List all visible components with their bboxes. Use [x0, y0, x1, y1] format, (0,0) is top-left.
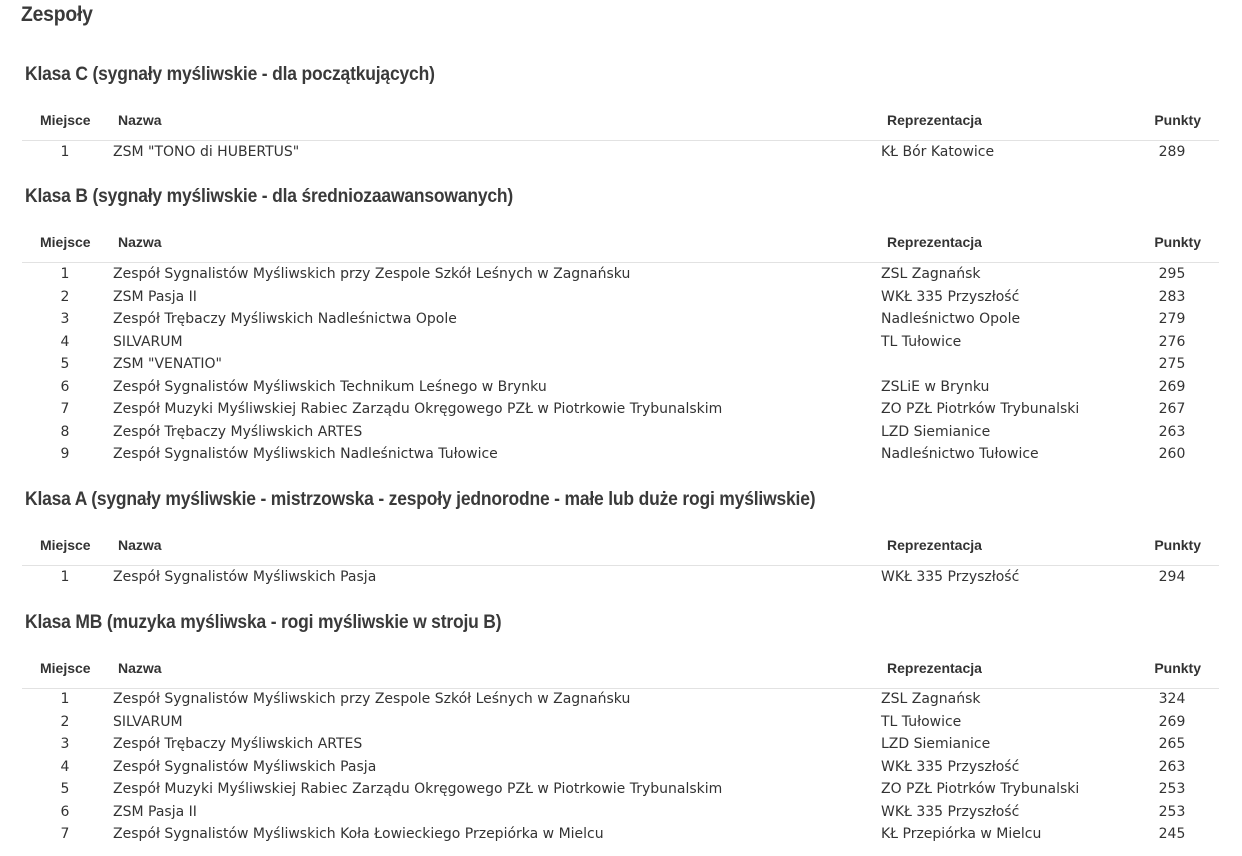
cell-points: 253: [1158, 781, 1186, 797]
cell-name: ZSM "TONO di HUBERTUS": [113, 144, 300, 160]
cell-representation: KŁ Przepiórka w Mielcu: [881, 826, 1042, 842]
cell-place: 5: [60, 356, 70, 372]
cell-name: Zespół Muzyki Myśliwskiej Rabiec Zarządu Okręgowego PZŁ w Piotrkowie Trybunalskim: [113, 401, 723, 417]
column-header-points: Punkty: [1154, 537, 1201, 553]
cell-place: 2: [60, 288, 70, 305]
table-header: [22, 226, 1219, 263]
cell-representation: ZSL Zagnańsk: [881, 266, 981, 282]
table-row: [22, 354, 1219, 377]
cell-place: 8: [60, 423, 70, 440]
cell-place: 7: [60, 826, 70, 842]
cell-points: 295: [1158, 266, 1186, 282]
cell-representation: ZO PZŁ Piotrków Trybunalski: [881, 401, 1080, 417]
table-row: [22, 567, 1219, 590]
table-row: [22, 712, 1219, 735]
column-header-points: Punkty: [1154, 234, 1201, 250]
cell-representation: ZO PZŁ Piotrków Trybunalski: [881, 781, 1080, 797]
section-title: Klasa A (sygnały myśliwskie - mistrzowska - zespoły jednorodne - małe lub duże rogi myśliwskie): [25, 489, 816, 510]
cell-points: 324: [1158, 691, 1186, 707]
table-body: [22, 142, 1219, 165]
cell-points: 279: [1158, 311, 1186, 327]
cell-points: 267: [1158, 401, 1186, 417]
table-row: [22, 377, 1219, 400]
cell-representation: LZD Siemianice: [881, 736, 991, 752]
cell-place: 2: [60, 713, 70, 730]
table-row: [22, 142, 1219, 165]
cell-name: Zespół Trębaczy Myśliwskich Nadleśnictwa Opole: [113, 311, 457, 327]
table-row: [22, 399, 1219, 422]
cell-name: Zespół Sygnalistów Myśliwskich Pasja: [113, 758, 377, 775]
cell-name: SILVARUM: [113, 713, 183, 730]
cell-representation: ZSL Zagnańsk: [881, 691, 981, 707]
cell-points: 263: [1158, 758, 1186, 775]
cell-representation: Nadleśnictwo Opole: [881, 311, 1021, 327]
cell-name: SILVARUM: [113, 333, 183, 350]
table-row: [22, 779, 1219, 802]
table-header: [22, 104, 1219, 141]
page-title: Zespoły: [21, 3, 93, 26]
column-header-place: Miejsce: [40, 234, 91, 250]
table-row: [22, 824, 1219, 847]
cell-representation: TL Tułowice: [881, 713, 962, 730]
column-header-name: Nazwa: [118, 112, 162, 128]
cell-place: 6: [60, 803, 70, 820]
cell-name: Zespół Muzyki Myśliwskiej Rabiec Zarządu Okręgowego PZŁ w Piotrkowie Trybunalskim: [113, 781, 723, 797]
cell-representation: WKŁ 335 Przyszłość: [881, 569, 1020, 585]
cell-name: Zespół Sygnalistów Myśliwskich Pasja: [113, 569, 377, 585]
cell-name: ZSM "VENATIO": [113, 356, 222, 372]
cell-place: 3: [60, 736, 70, 752]
table-row: [22, 287, 1219, 310]
table-header: [22, 529, 1219, 566]
section-title: Klasa C (sygnały myśliwskie - dla początkujących): [25, 64, 435, 85]
cell-name: Zespół Sygnalistów Myśliwskich przy Zespole Szkół Leśnych w Zagnańsku: [113, 266, 631, 282]
cell-points: 289: [1158, 144, 1186, 160]
cell-points: 283: [1158, 288, 1186, 305]
column-header-name: Nazwa: [118, 660, 162, 676]
cell-place: 4: [60, 333, 70, 350]
column-header-representation: Reprezentacja: [887, 660, 982, 676]
cell-points: 260: [1158, 446, 1186, 462]
cell-points: 269: [1158, 378, 1186, 395]
column-header-representation: Reprezentacja: [887, 112, 982, 128]
cell-place: 4: [60, 758, 70, 775]
column-header-points: Punkty: [1154, 660, 1201, 676]
cell-representation: Nadleśnictwo Tułowice: [881, 446, 1039, 462]
column-header-points: Punkty: [1154, 112, 1201, 128]
column-header-place: Miejsce: [40, 537, 91, 553]
cell-place: 1: [60, 266, 70, 282]
cell-representation: ZSLiE w Brynku: [881, 378, 990, 395]
column-header-place: Miejsce: [40, 112, 91, 128]
cell-name: ZSM Pasja II: [113, 803, 197, 820]
cell-name: Zespół Trębaczy Myśliwskich ARTES: [113, 423, 363, 440]
cell-place: 1: [60, 691, 70, 707]
section-title: Klasa MB (muzyka myśliwska - rogi myśliwskie w stroju B): [25, 612, 502, 633]
cell-place: 1: [60, 144, 70, 160]
table-row: [22, 264, 1219, 287]
cell-representation: KŁ Bór Katowice: [881, 144, 995, 160]
cell-representation: WKŁ 335 Przyszłość: [881, 758, 1020, 775]
table-row: [22, 422, 1219, 445]
cell-points: 245: [1158, 826, 1186, 842]
table-row: [22, 757, 1219, 780]
cell-place: 6: [60, 378, 70, 395]
table-row: [22, 309, 1219, 332]
table-row: [22, 689, 1219, 712]
column-header-representation: Reprezentacja: [887, 234, 982, 250]
section-title: Klasa B (sygnały myśliwskie - dla średniozaawansowanych): [25, 186, 514, 207]
table-row: [22, 444, 1219, 467]
cell-points: 294: [1158, 569, 1186, 585]
cell-representation: TL Tułowice: [881, 333, 962, 350]
table-body: [22, 689, 1219, 847]
cell-points: 253: [1158, 803, 1186, 820]
table-row: [22, 734, 1219, 757]
cell-points: 263: [1158, 423, 1186, 440]
cell-points: 269: [1158, 713, 1186, 730]
table-row: [22, 332, 1219, 355]
cell-place: 3: [60, 311, 70, 327]
cell-name: Zespół Sygnalistów Myśliwskich przy Zespole Szkół Leśnych w Zagnańsku: [113, 691, 631, 707]
cell-representation: WKŁ 335 Przyszłość: [881, 288, 1020, 305]
cell-points: 275: [1158, 356, 1186, 372]
table-row: [22, 802, 1219, 825]
cell-place: 7: [60, 401, 70, 417]
cell-name: ZSM Pasja II: [113, 288, 197, 305]
column-header-name: Nazwa: [118, 234, 162, 250]
cell-representation: WKŁ 335 Przyszłość: [881, 803, 1020, 820]
table-body: [22, 567, 1219, 590]
column-header-name: Nazwa: [118, 537, 162, 553]
cell-representation: LZD Siemianice: [881, 423, 991, 440]
cell-place: 5: [60, 781, 70, 797]
cell-name: Zespół Sygnalistów Myśliwskich Koła Łowieckiego Przepiórka w Mielcu: [113, 826, 604, 842]
column-header-representation: Reprezentacja: [887, 537, 982, 553]
column-header-place: Miejsce: [40, 660, 91, 676]
table-header: [22, 652, 1219, 689]
cell-name: Zespół Sygnalistów Myśliwskich Technikum Leśnego w Brynku: [113, 378, 547, 395]
cell-place: 9: [60, 446, 70, 462]
cell-points: 276: [1158, 333, 1186, 350]
cell-name: Zespół Trębaczy Myśliwskich ARTES: [113, 736, 363, 752]
cell-name: Zespół Sygnalistów Myśliwskich Nadleśnictwa Tułowice: [113, 446, 498, 462]
table-body: [22, 264, 1219, 467]
cell-place: 1: [60, 569, 70, 585]
cell-points: 265: [1158, 736, 1186, 752]
